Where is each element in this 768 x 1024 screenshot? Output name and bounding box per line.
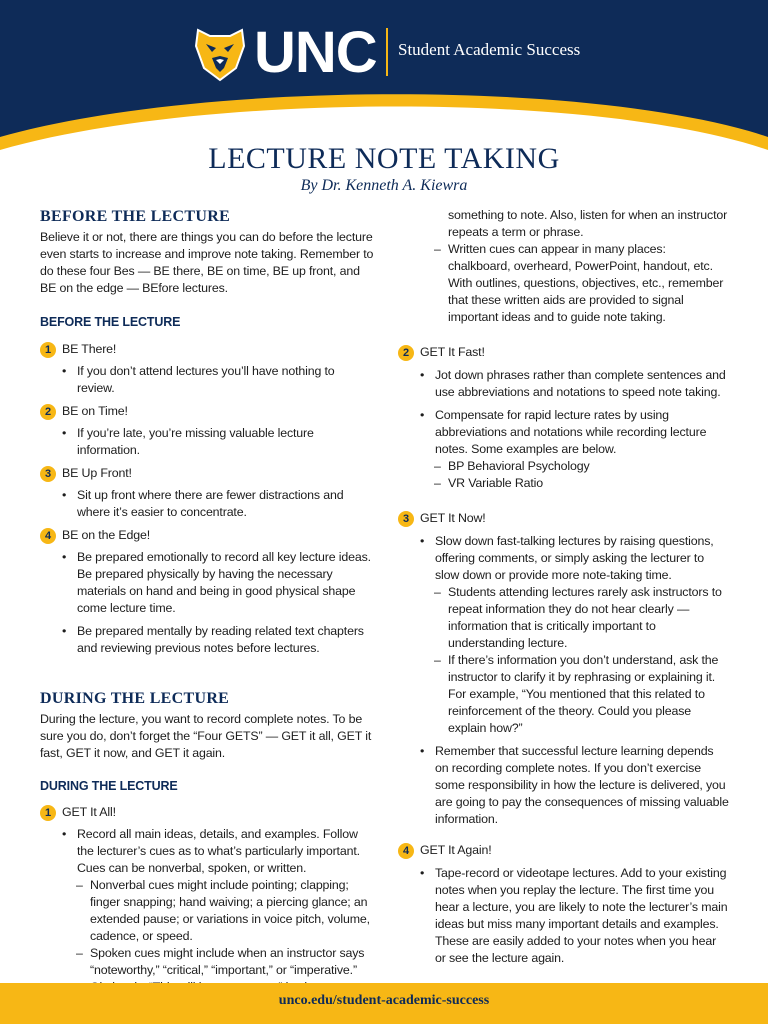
bullet: • Remember that successful lecture learning depends on recording complete notes. If you don’t exercise some responsibility in how the lecture is delivered, you are going to pay the consequences of missing valuable information. [398,743,730,828]
number-badge: 4 [40,528,56,544]
item-label: GET It Again! [420,843,492,857]
during-item-3 [398,510,730,527]
dash-item: – Written cues can appear in many places: chalkboard, overheard, PowerPoint, handout, etc. With outlines, questions, objectives, etc., remember that these written aids are provided to signal important ideas and to guide note taking. [398,241,730,326]
item-label: BE on Time! [62,404,128,418]
during-item-2 [398,344,730,361]
dash-item: – If there’s information you don’t understand, ask the instructor to clarify it by rephrasing or explaining it. For example, “You mentioned that this related to reinforcement of the theory. Could you please explain how?” [398,652,730,737]
department-name: Student Academic Success [398,40,581,59]
dash-item: – Spoken cues might include when an instructor says “noteworthy,” “critical,” “important,” or “imperative.” [40,945,375,996]
number-badge: 2 [40,404,56,420]
during-intro: During the lecture, you want to record complete notes. To be sure you do, don’t forget the “Four GETS” — GET it all, GET it fast, GET it now, and GET it again. [40,712,372,760]
during-item-1 [40,804,375,821]
before-item-4 [40,527,375,544]
unc-logo-text: UNC [254,20,377,85]
before-item-2 [40,403,375,420]
bullet: • Be prepared mentally by reading related text chapters and reviewing previous notes before lectures. [40,623,375,657]
before-item-3 [40,465,375,482]
item-label: GET It All! [62,805,116,819]
continued-text: something to note. Also, listen for when an instructor repeats a term or phrase. [448,208,728,239]
item-label: BE on the Edge! [62,528,150,542]
footer-url[interactable]: unco.edu/student-academic-success [278,993,490,1008]
bullet: • Record all main ideas, details, and examples. Follow the lecturer’s cues as to what’s particularly important. Cues can be nonverbal, spoken, or written. [40,826,375,877]
during-heading: DURING THE LECTURE [40,690,230,707]
number-badge: 1 [40,805,56,821]
bullet: • Tape-record or videotape lectures. Add to your existing notes when you replay the lecture. The first time you hear a lecture, you are likely to note the lecturer’s main ideas but miss many important details and examples. These are easily added to your notes when you hear or see the lecture again. [398,865,730,967]
item-label: GET It Fast! [420,345,485,359]
byline: By Dr. Kenneth A. Kiewra [300,177,468,194]
item-label: GET It Now! [420,511,486,525]
dash-item: – BP Behavioral Psychology [398,458,730,475]
page-title: LECTURE NOTE TAKING [208,142,560,175]
before-heading: BEFORE THE LECTURE [40,208,231,225]
bullet: • Sit up front where there are fewer distractions and where it’s easier to concentrate. [40,487,375,521]
item-label: BE Up Front! [62,466,132,480]
bullet: • Be prepared emotionally to record all key lecture ideas. Be prepared physically by having the necessary materials on hand and being in good physical shape come lecture time. [40,549,375,617]
bullet: • If you don’t attend lectures you’ll have nothing to review. [40,363,375,397]
dash-item: – VR Variable Ratio [398,475,730,492]
during-item-4 [398,842,730,859]
bear-icon [190,22,250,82]
bullet: • Jot down phrases rather than complete sentences and use abbreviations and notations to speed note taking. [398,367,730,401]
header-banner [0,0,768,150]
bullet: • Compensate for rapid lecture rates by using abbreviations and notations while recording lecture notes. Some examples are below. [398,407,730,458]
bullet: • Slow down fast-talking lectures by raising questions, offering comments, or simply asking the lecturer to slow down or provide more note-taking time. [398,533,730,584]
before-subheading: BEFORE THE LECTURE [40,315,181,329]
item-label: BE There! [62,342,117,356]
number-badge: 3 [40,466,56,482]
dash-item: – Nonverbal cues might include pointing; clapping; finger snapping; hand waiving; a piercing glance; an extended pause; or variations in voice pitch, volume, cadence, or speed. [40,877,375,945]
number-badge: 4 [398,843,414,859]
before-intro: Believe it or not, there are things you can do before the lecture even starts to increase and improve note taking. Remember to do these four Bes — BE there, BE on time, BE up front, and BE on the edge — BEfore lectures. [40,230,374,295]
header-band-graphic [0,0,768,150]
header-divider [386,28,388,76]
during-subheading: DURING THE LECTURE [40,779,178,793]
before-item-1 [40,341,375,358]
number-badge: 2 [398,345,414,361]
bullet: • If you’re late, you’re missing valuable lecture information. [40,425,375,459]
left-column [40,207,375,996]
dash-item: – Students attending lectures rarely ask instructors to repeat information they do not hear clearly — information that is critically important to understanding lecture. [398,584,730,652]
right-column [398,207,730,967]
number-badge: 3 [398,511,414,527]
number-badge: 1 [40,342,56,358]
